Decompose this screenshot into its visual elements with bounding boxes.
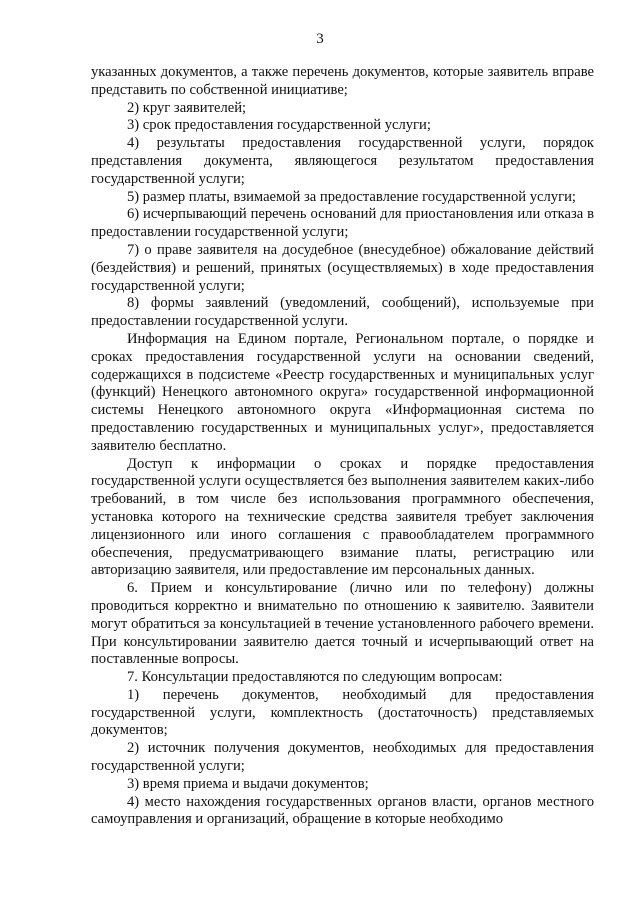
paragraph-item-3: 3) срок предоставления государственной услуги;	[127, 117, 431, 134]
document-body	[91, 64, 594, 829]
paragraph-access: Доступ к информации о сроках и порядке предоставления государственной услуги осуществляется без выполнения заявителем каких-либо требований, в том числе без использования программного обеспечения, установка которого на технические средства заявителя требует заключения лицензионного или иного соглашения с правообладателем программного обеспечения, предусматривающего взимание платы, регистрацию или авторизацию заявителя, или предоставление им персональных данных.	[91, 455, 594, 579]
paragraph-continuation: указанных документов, а также перечень документов, которые заявитель вправе представить по собственной инициативе;	[91, 64, 594, 98]
paragraph-section-7: 7. Консультации предоставляются по следующим вопросам:	[127, 669, 503, 686]
paragraph-consult-4: 4) место нахождения государственных органов власти, органов местного самоуправления и организаций, обращение в которые необходимо	[91, 793, 594, 828]
paragraph-consult-1: 1) перечень документов, необходимый для предоставления государственной услуги, комплектность (достаточность) представляемых документов;	[91, 686, 594, 739]
paragraph-portal-info: Информация на Едином портале, Региональном портале, о порядке и сроках предоставления государственной услуги на основании сведений, содержащихся в подсистеме «Реестр государственных и муниципальных услуг (функций) Ненецкого автономного округа» государственной информационной системы Ненецкого автономного округа «Информационная система по предоставлению государственных и муниципальных услуг», предоставляется заявителю бесплатно.	[91, 330, 594, 454]
paragraph-section-6: 6. Прием и консультирование (лично или по телефону) должны проводиться корректно и внимательно по отношению к заявителю. Заявители могут обратиться за консультацией в течение установленного рабочего времени. При консультировании заявителю дается точный и исчерпывающий ответ на поставленные вопросы.	[91, 580, 594, 668]
page-number: 3	[316, 31, 324, 47]
paragraph-item-6: 6) исчерпывающий перечень оснований для приостановления или отказа в предоставлении государственной услуги;	[91, 206, 594, 241]
paragraph-consult-3: 3) время приема и выдачи документов;	[127, 775, 369, 792]
paragraph-item-8: 8) формы заявлений (уведомлений, сообщений), используемые при предоставлении государственной услуги.	[91, 295, 594, 330]
paragraph-item-7: 7) о праве заявителя на досудебное (внесудебное) обжалование действий (бездействия) и решений, принятых (осуществляемых) в ходе предоставления государственной услуги;	[91, 241, 594, 294]
paragraph-consult-2: 2) источник получения документов, необходимых для предоставления государственной услуги;	[91, 740, 594, 775]
paragraph-item-2: 2) круг заявителей;	[127, 99, 247, 116]
paragraph-item-4: 4) результаты предоставления государственной услуги, порядок представления документа, являющегося результатом предоставления государственной услуги;	[91, 135, 594, 187]
paragraph-item-5: 5) размер платы, взимаемой за предоставление государственной услуги;	[127, 188, 576, 205]
